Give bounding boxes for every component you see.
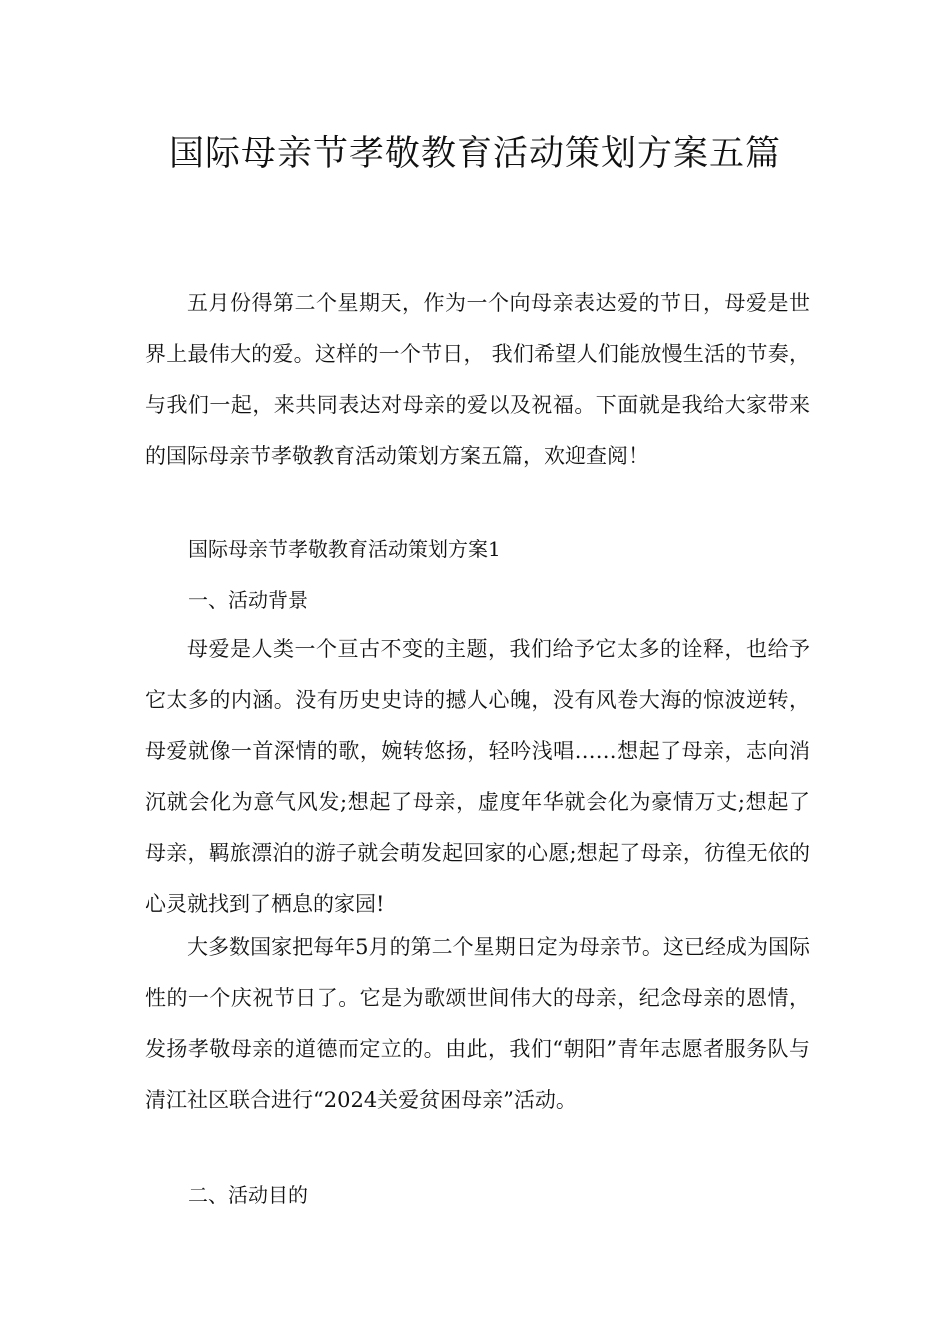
section-1-paragraph: 大多数国家把每年5月的第二个星期日定为母亲节。这已经成为国际性的一个庆祝节日了。它是为歌颂世间伟大的母亲，纪念母亲的恩情，发扬孝敬母亲的道德而定立的。由此，我们“朝阳”青年志愿者服务队与清江社区联合进行“2024关爱贫困母亲”活动。	[145, 935, 810, 1112]
intro-paragraph: 五月份得第二个星期天，作为一个向母亲表达爱的节日，母爱是世界上最伟大的爱。这样的一个节日， 我们希望人们能放慢生活的节奏，与我们一起，来共同表达对母亲的爱以及祝福。下面就是我给大家带来的国际母亲节孝敬教育活动策划方案五篇，欢迎查阅！	[145, 291, 810, 468]
section-1-paragraph: 母爱是人类一个亘古不变的主题，我们给予它太多的诠释，也给予它太多的内涵。没有历史史诗的撼人心魄，没有风卷大海的惊波逆转，母爱就像一首深情的歌，婉转悠扬，轻吟浅唱……想起了母亲，志向消沉就会化为意气风发;想起了母亲，虚度年华就会化为豪情万丈;想起了母亲，羁旅漂泊的游子就会萌发起回家的心愿;想起了母亲，彷徨无依的心灵就找到了栖息的家园!	[145, 637, 810, 916]
section-1-heading: 一、活动背景	[188, 588, 308, 612]
plan-1-title: 国际母亲节孝敬教育活动策划方案1	[188, 537, 501, 561]
document-title: 国际母亲节孝敬教育活动策划方案五篇	[168, 134, 781, 174]
section-2-heading: 二、活动目的	[188, 1183, 308, 1207]
